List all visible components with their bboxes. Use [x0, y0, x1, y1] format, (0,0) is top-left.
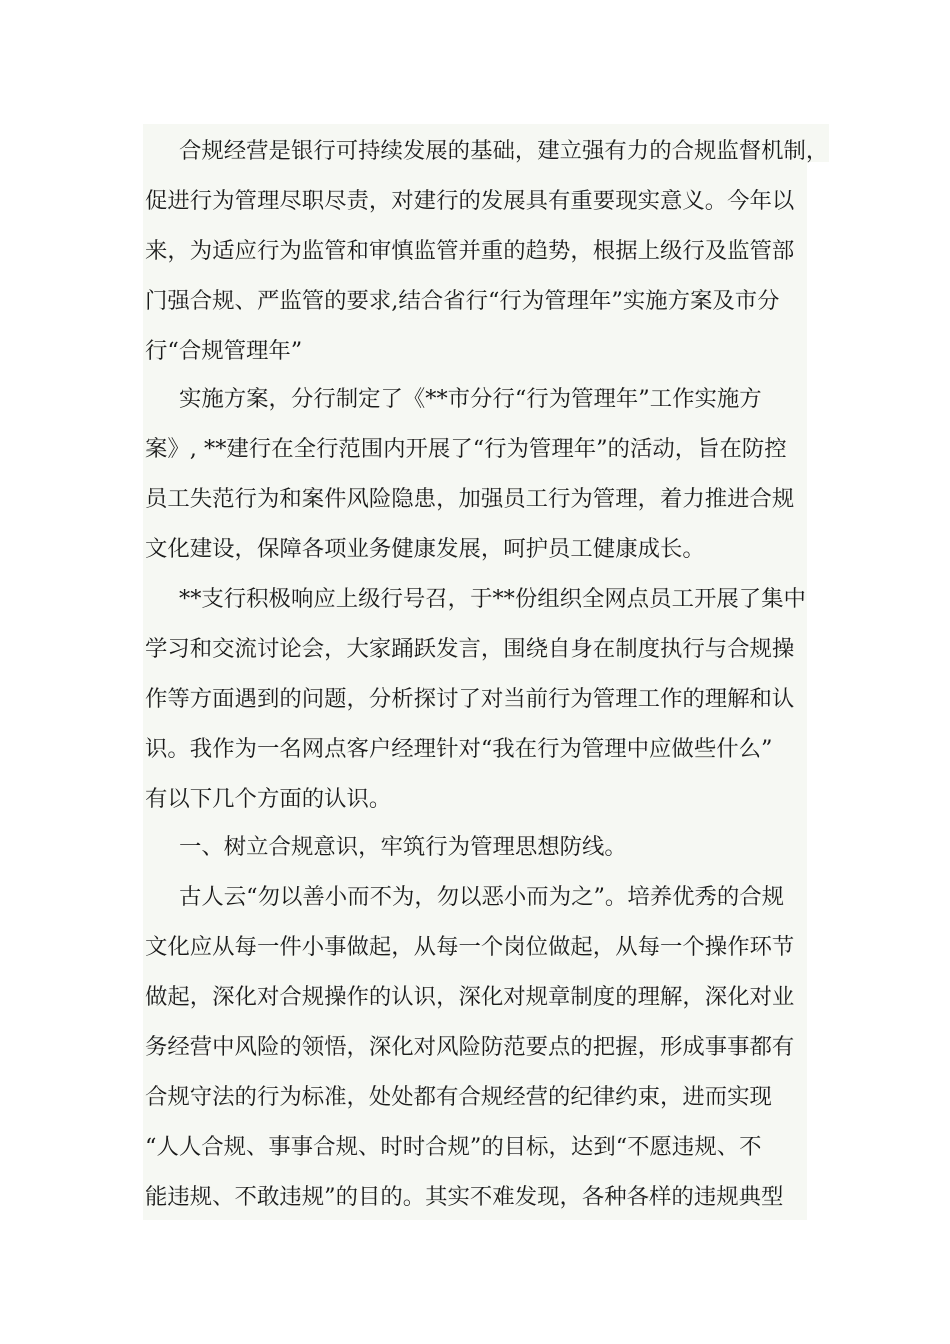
paragraph-line: 务经营中风险的领悟，深化对风险防范要点的把握，形成事事都有 — [145, 1034, 795, 1060]
paragraph-line: 古人云“勿以善小而不为，勿以恶小而为之”。培养优秀的合规 — [179, 884, 785, 910]
paragraph-line: 行“合规管理年” — [145, 338, 303, 364]
paragraph-line: 学习和交流讨论会，大家踊跃发言，围绕自身在制度执行与合规操 — [145, 636, 795, 662]
paragraph-line: **支行积极响应上级行号召，于**份组织全网点员工开展了集中 — [179, 586, 806, 612]
paragraph-line: 有以下几个方面的认识。 — [145, 786, 392, 812]
paragraph-line: 作等方面遇到的问题，分析探讨了对当前行为管理工作的理解和认 — [145, 686, 795, 712]
paragraph-line: 文化建设，保障各项业务健康发展，呵护员工健康成长。 — [145, 536, 705, 562]
paragraph-line: 做起，深化对合规操作的认识，深化对规章制度的理解，深化对业 — [145, 984, 795, 1010]
paragraph-line: 实施方案，分行制定了《**市分行“行为管理年”工作实施方 — [179, 386, 762, 412]
paragraph-line: “人人合规、事事合规、时时合规”的目标，达到“不愿违规、不 — [145, 1134, 762, 1160]
paragraph-line: 文化应从每一件小事做起，从每一个岗位做起，从每一个操作环节 — [145, 934, 795, 960]
paragraph-line: 案》, **建行在全行范围内开展了“行为管理年”的活动，旨在防控 — [145, 436, 787, 462]
paragraph-line: 合规守法的行为标准，处处都有合规经营的纪律约束，进而实现 — [145, 1084, 772, 1110]
paragraph-line: 识。我作为一名网点客户经理针对“我在行为管理中应做些什么” — [145, 736, 773, 762]
paragraph-line: 促进行为管理尽职尽责，对建行的发展具有重要现实意义。今年以 — [145, 188, 795, 214]
paragraph-line: 能违规、不敢违规”的目的。其实不难发现，各种各样的违规典型 — [145, 1184, 784, 1210]
paragraph-line: 合规经营是银行可持续发展的基础，建立强有力的合规监督机制， — [179, 138, 829, 164]
paragraph-line: 门强合规、严监管的要求,结合省行“行为管理年”实施方案及市分 — [145, 288, 780, 314]
section-heading: 一、树立合规意识，牢筑行为管理思想防线。 — [179, 834, 627, 860]
paragraph-line: 员工失范行为和案件风险隐患，加强员工行为管理，着力推进合规 — [145, 486, 795, 512]
paragraph-line: 来，为适应行为监管和审慎监管并重的趋势，根据上级行及监管部 — [145, 238, 795, 264]
